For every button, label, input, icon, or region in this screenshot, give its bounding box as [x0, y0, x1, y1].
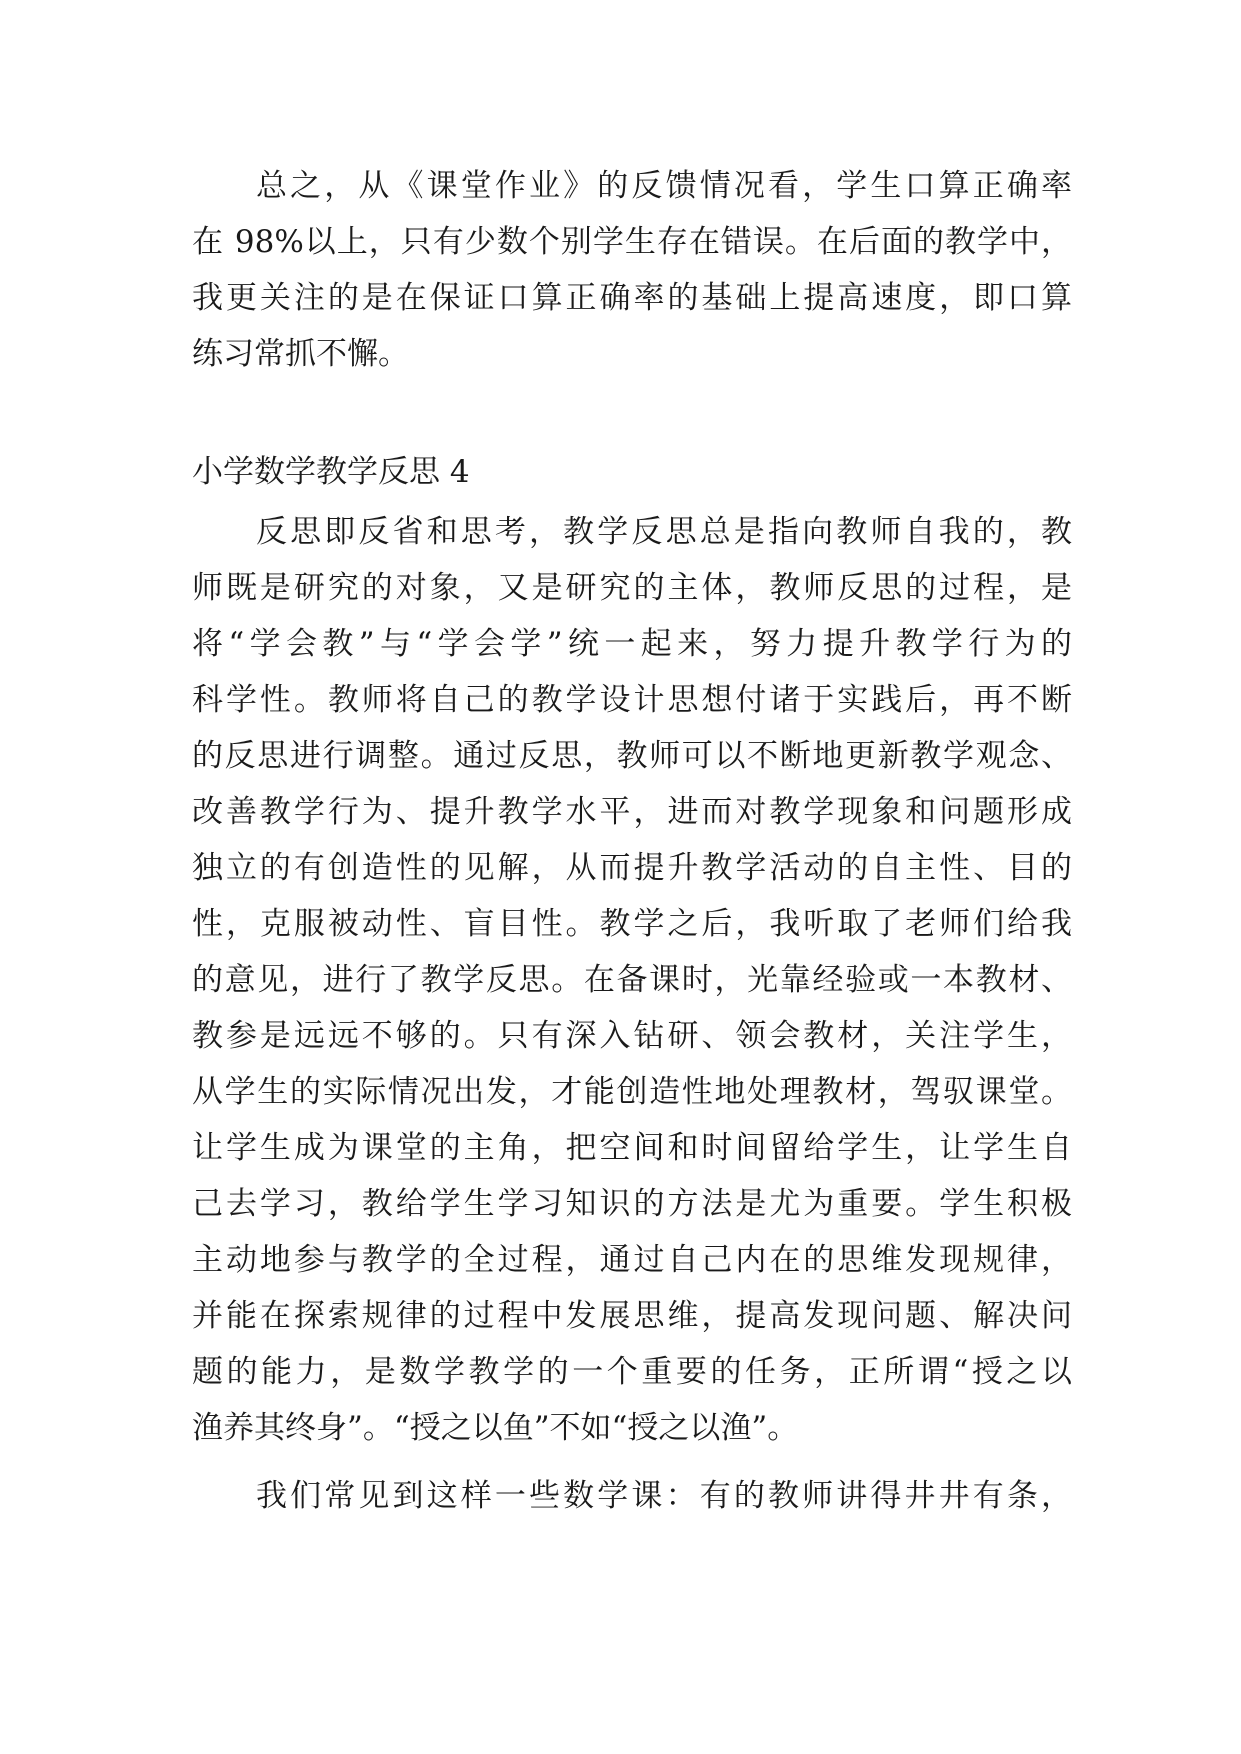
- paragraph-1-line-3: 我更关注的是在保证口算正确率的基础上提高速度，即口算: [192, 280, 1072, 316]
- paragraph-2-line-1: 反思即反省和思考，教学反思总是指向教师自我的，教: [256, 514, 1072, 550]
- paragraph-2-line-6: 改善教学行为、提升教学水平，进而对教学现象和问题形成: [192, 794, 1072, 830]
- paragraph-2-line-5: 的反思进行调整。通过反思，教师可以不断地更新教学观念、: [192, 738, 1072, 774]
- paragraph-2-line-2: 师既是研究的对象，又是研究的主体，教师反思的过程，是: [192, 570, 1072, 606]
- paragraph-2-line-11: 从学生的实际情况出发，才能创造性地处理教材，驾驭课堂。: [192, 1074, 1072, 1110]
- paragraph-2-line-9: 的意见，进行了教学反思。在备课时，光靠经验或一本教材、: [192, 962, 1072, 998]
- paragraph-2-line-3: 将“学会教”与“学会学”统一起来，努力提升教学行为的: [192, 626, 1072, 662]
- paragraph-1-line-4: 练习常抓不懈。: [192, 336, 409, 372]
- paragraph-2-line-17: 渔养其终身”。“授之以鱼”不如“授之以渔”。: [192, 1410, 799, 1446]
- paragraph-3-line-1: 我们常见到这样一些数学课：有的教师讲得井井有条，: [256, 1478, 1072, 1514]
- paragraph-2-line-13: 己去学习，教给学生学习知识的方法是尤为重要。学生积极: [192, 1186, 1072, 1222]
- paragraph-1-line-1: 总之，从《课堂作业》的反馈情况看，学生口算正确率: [256, 168, 1072, 204]
- paragraph-2-line-4: 科学性。教师将自己的教学设计思想付诸于实践后，再不断: [192, 682, 1072, 718]
- paragraph-2-line-16: 题的能力，是数学教学的一个重要的任务，正所谓“授之以: [192, 1354, 1072, 1390]
- paragraph-2-line-7: 独立的有创造性的见解，从而提升教学活动的自主性、目的: [192, 850, 1072, 886]
- paragraph-2-line-8: 性，克服被动性、盲目性。教学之后，我听取了老师们给我: [192, 906, 1072, 942]
- paragraph-2-line-10: 教参是远远不够的。只有深入钻研、领会教材，关注学生，: [192, 1018, 1072, 1054]
- paragraph-2-line-14: 主动地参与教学的全过程，通过自己内在的思维发现规律，: [192, 1242, 1072, 1278]
- section-heading: 小学数学教学反思 4: [192, 454, 470, 490]
- paragraph-2-line-12: 让学生成为课堂的主角，把空间和时间留给学生，让学生自: [192, 1130, 1072, 1166]
- paragraph-2-line-15: 并能在探索规律的过程中发展思维，提高发现问题、解决问: [192, 1298, 1072, 1334]
- paragraph-1-line-2: 在 98%以上，只有少数个别学生存在错误。在后面的教学中，: [192, 224, 1072, 260]
